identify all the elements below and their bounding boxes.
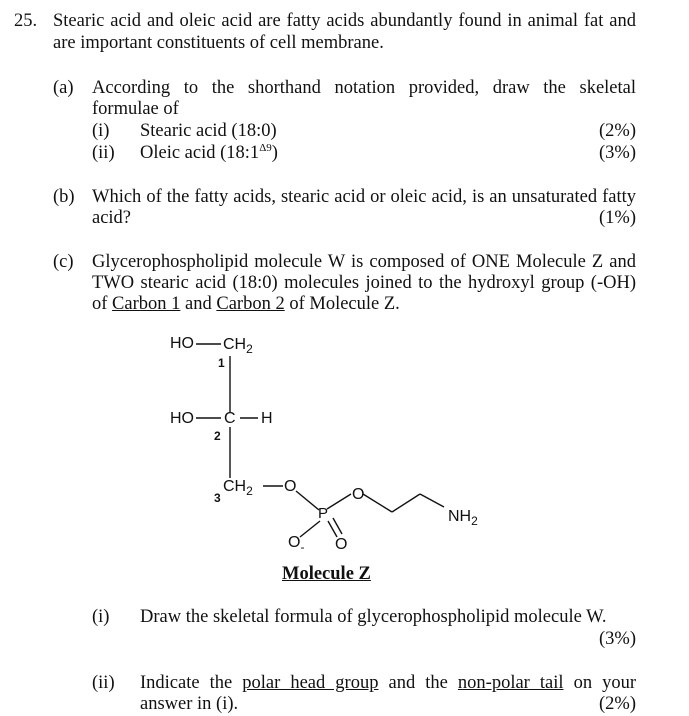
c-carbon2: C (224, 410, 236, 427)
part-c-line2: TWO stearic acid (18:0) molecules joined to the hydroxyl group (-OH) (92, 273, 636, 293)
oxygen-ester: O (284, 478, 297, 495)
amino-group: $NH_2$ (448, 508, 478, 529)
bond-chain2 (392, 494, 420, 512)
question-number: 25. (14, 11, 38, 31)
ch2-carbon1: $CH_2$ (223, 336, 253, 357)
part-b-line1: Which of the fatty acids, stearic acid or oleic acid, is an unsaturated fatty (92, 187, 636, 207)
non-polar-tail-underlined: non-polar tail (457, 673, 564, 693)
polar-head-group-underlined: polar head group (242, 673, 379, 693)
bond-o-chain1 (363, 494, 392, 512)
delta9-superscript: Δ9 (259, 141, 272, 154)
carbon-2-underlined: Carbon 2 (216, 294, 285, 314)
part-b-label: (b) (53, 187, 75, 207)
ho-carbon1: HO (170, 335, 194, 352)
part-c-ii-line1: Indicate the polar head group and the non-polar tail on your (140, 673, 637, 693)
part-c-i-marks: (3%) (599, 629, 636, 649)
bond-o-p (296, 491, 319, 510)
part-c-ii-label: (ii) (92, 673, 115, 693)
carbon-number-1: 1 (218, 356, 225, 370)
molecule-z-caption: Molecule Z (282, 564, 371, 584)
question-intro-line1: Stearic acid and oleic acid are fatty acids abundantly found in animal fat and (53, 11, 636, 31)
ho-carbon2: HO (170, 410, 194, 427)
part-a-ii-label: (ii) (92, 143, 115, 163)
part-a-line2: formulae of (92, 99, 179, 119)
part-c-line1: Glycerophospholipid molecule W is composed of ONE Molecule Z and (92, 252, 636, 272)
h-carbon2: H (261, 410, 273, 427)
part-c-i-text: Draw the skeletal formula of glycerophospholipid molecule W. (140, 607, 607, 627)
ch2-carbon3: $CH_2$ (223, 478, 253, 499)
part-c-line3: of Carbon 1 and Carbon 2 of Molecule Z. (92, 294, 400, 314)
carbon-number-2: 2 (214, 429, 221, 443)
bond-chain3 (420, 494, 444, 507)
oxygen-minus: $O_-$ (288, 534, 305, 555)
part-a-i-marks: (2%) (599, 121, 636, 141)
part-c-ii-marks: (2%) (599, 694, 636, 714)
negative-charge: - (300, 540, 305, 555)
oxygen-right: O (352, 486, 365, 503)
part-a-label: (a) (53, 78, 74, 98)
part-c-label: (c) (53, 252, 74, 272)
carbon-number-3: 3 (214, 491, 221, 505)
part-c-i-label: (i) (92, 607, 110, 627)
part-a-i-text: Stearic acid (18:0) (140, 121, 277, 141)
part-b-line2: acid? (92, 208, 132, 228)
carbon-1-underlined: Carbon 1 (112, 294, 181, 314)
part-a-i-label: (i) (92, 121, 110, 141)
question-intro-line2: are important constituents of cell membrane. (53, 33, 384, 53)
bond-p-oright (327, 494, 351, 509)
part-c-ii-line2: answer in (i). (140, 694, 239, 714)
part-a-ii-marks: (3%) (599, 143, 636, 163)
part-b-marks: (1%) (599, 208, 636, 228)
phosphorus: P (318, 505, 329, 522)
part-a-line1: According to the shorthand notation provided, draw the skeletal (92, 78, 636, 98)
part-a-ii-text: Oleic acid $(18:1^{\Delta 9})$ (140, 141, 278, 163)
oxygen-double: O (335, 536, 348, 553)
